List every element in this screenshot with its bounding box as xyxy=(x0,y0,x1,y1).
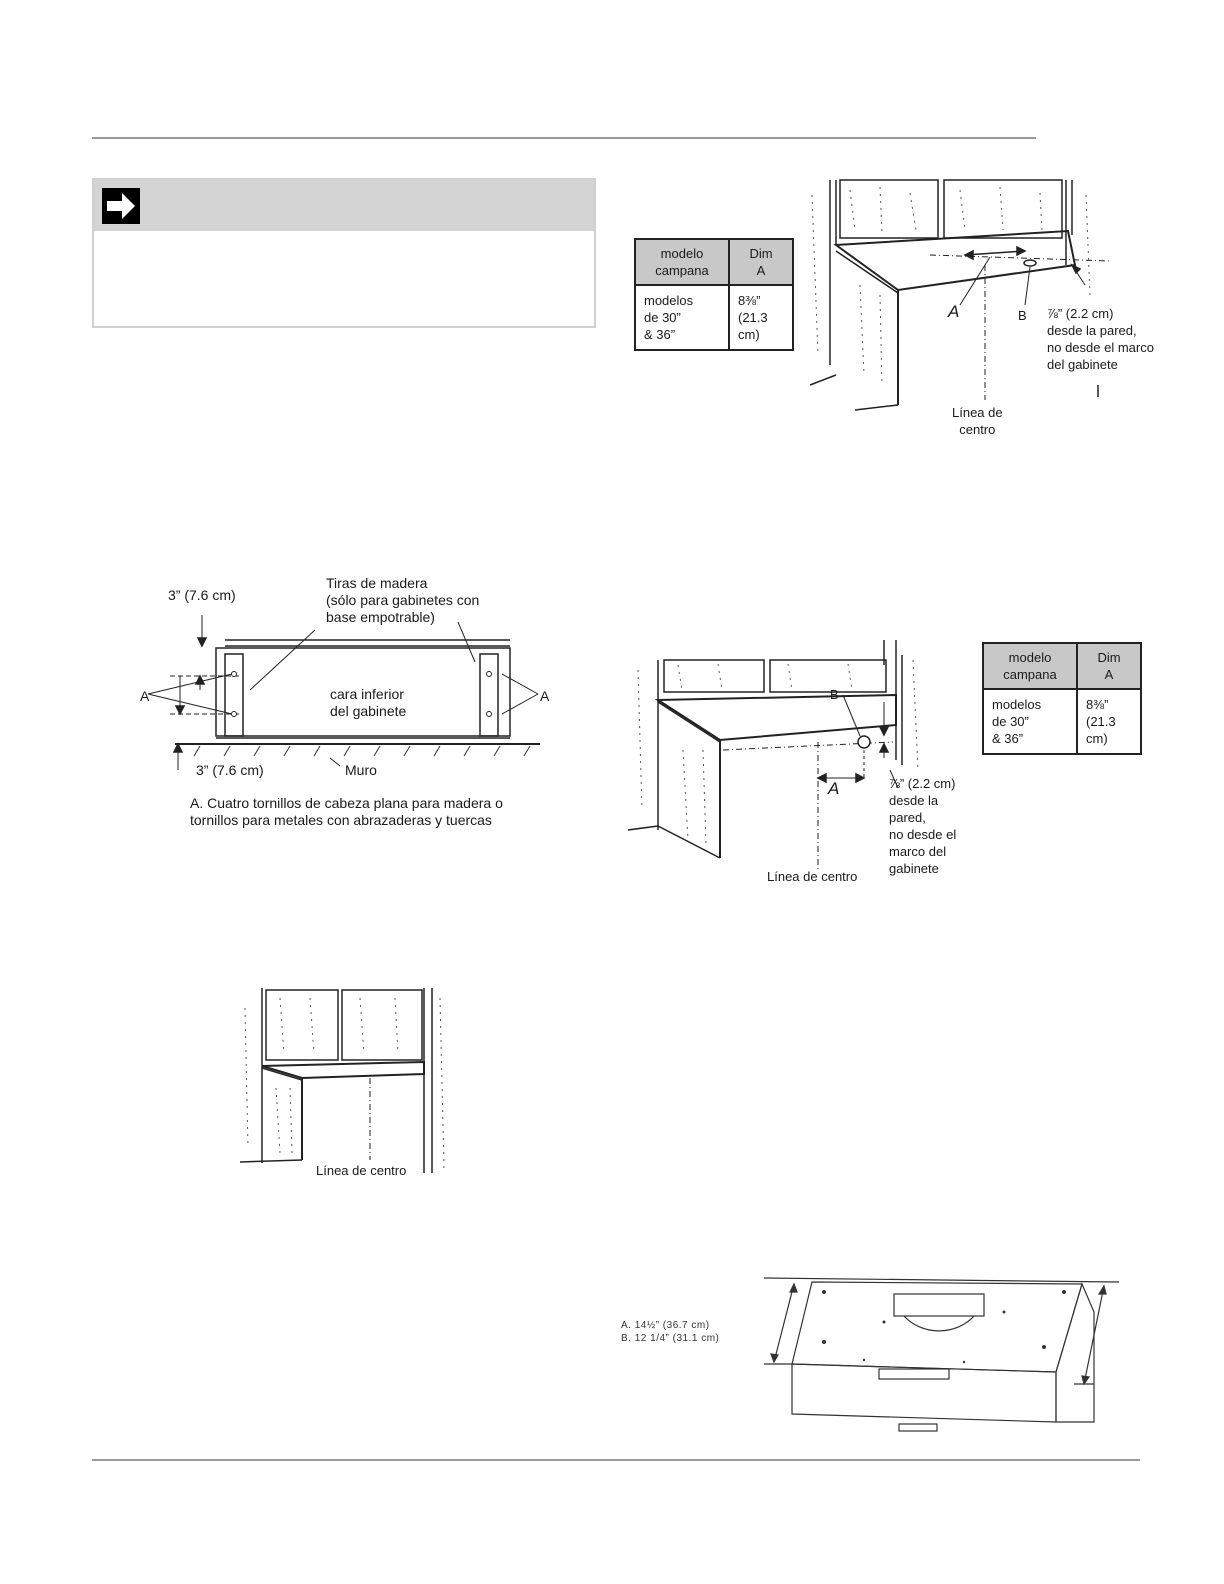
cabinet-strips-note: Tiras de madera (sólo para gabinetes con base empotrable) xyxy=(326,575,480,625)
dimension-table-mid xyxy=(982,642,1142,755)
cabinet-underside-label: cara inferior del gabinete xyxy=(330,686,407,719)
cabinet-illustration-top xyxy=(800,175,1100,415)
arrow-right-icon xyxy=(102,188,140,224)
footer-rule xyxy=(92,1459,1140,1461)
table-cell-dim-value: 8⅜” (21.3 cm) xyxy=(1077,689,1141,754)
cabinet-dim-top: 3” (7.6 cm) xyxy=(168,587,236,603)
cabinet-section-diagram xyxy=(140,610,560,750)
fig-top-label-a: A xyxy=(948,302,960,321)
range-hood-illustration xyxy=(764,1272,1124,1442)
header-rule xyxy=(92,137,1036,139)
notice-header xyxy=(94,180,594,231)
fig-mid-label-b: B xyxy=(830,687,839,702)
table-header-model: modelo campana xyxy=(983,643,1077,689)
dimension-table-top xyxy=(634,238,794,351)
fig-mid-centerline: Línea de centro xyxy=(767,869,858,884)
cabinet-wall-label: Muro xyxy=(345,762,377,778)
cabinet-label-a-right: A xyxy=(540,688,550,704)
cabinet-centerline-illustration xyxy=(240,988,450,1178)
table-header-dim: Dim A xyxy=(729,239,793,285)
hood-dim-b: B. 12 1/4” (31.1 cm) xyxy=(621,1333,720,1344)
cabinet-label-a-left: A xyxy=(140,688,150,704)
cabinet-dim-bottom: 3” (7.6 cm) xyxy=(196,762,264,778)
table-cell-dim-value: 8⅜” (21.3 cm) xyxy=(729,285,793,350)
fig-top-label-b: B xyxy=(1018,308,1027,323)
table-cell-models: modelos de 30” & 36” xyxy=(635,285,729,350)
table-header-model: modelo campana xyxy=(635,239,729,285)
cabinet-illustration-mid xyxy=(628,640,928,870)
table-header-dim: Dim A xyxy=(1077,643,1141,689)
fig-mid-label-a: A xyxy=(828,779,840,798)
fig-bottom-centerline: Línea de centro xyxy=(316,1163,407,1178)
cabinet-caption: A. Cuatro tornillos de cabeza plana para madera o tornillos para metales con abrazaderas y tuercas xyxy=(190,795,503,828)
fig-mid-offset-note: ⅞” (2.2 cm) desde la pared, no desde el marco del gabinete xyxy=(889,776,957,876)
hood-dim-a: A. 14½” (36.7 cm) xyxy=(621,1320,710,1331)
fig-top-centerline: Línea de centro xyxy=(952,405,1003,437)
notice-box xyxy=(92,178,596,328)
fig-top-offset-note: ⅞” (2.2 cm) desde la pared, no desde el marco del gabinete xyxy=(1047,306,1154,372)
table-cell-models: modelos de 30” & 36” xyxy=(983,689,1077,754)
